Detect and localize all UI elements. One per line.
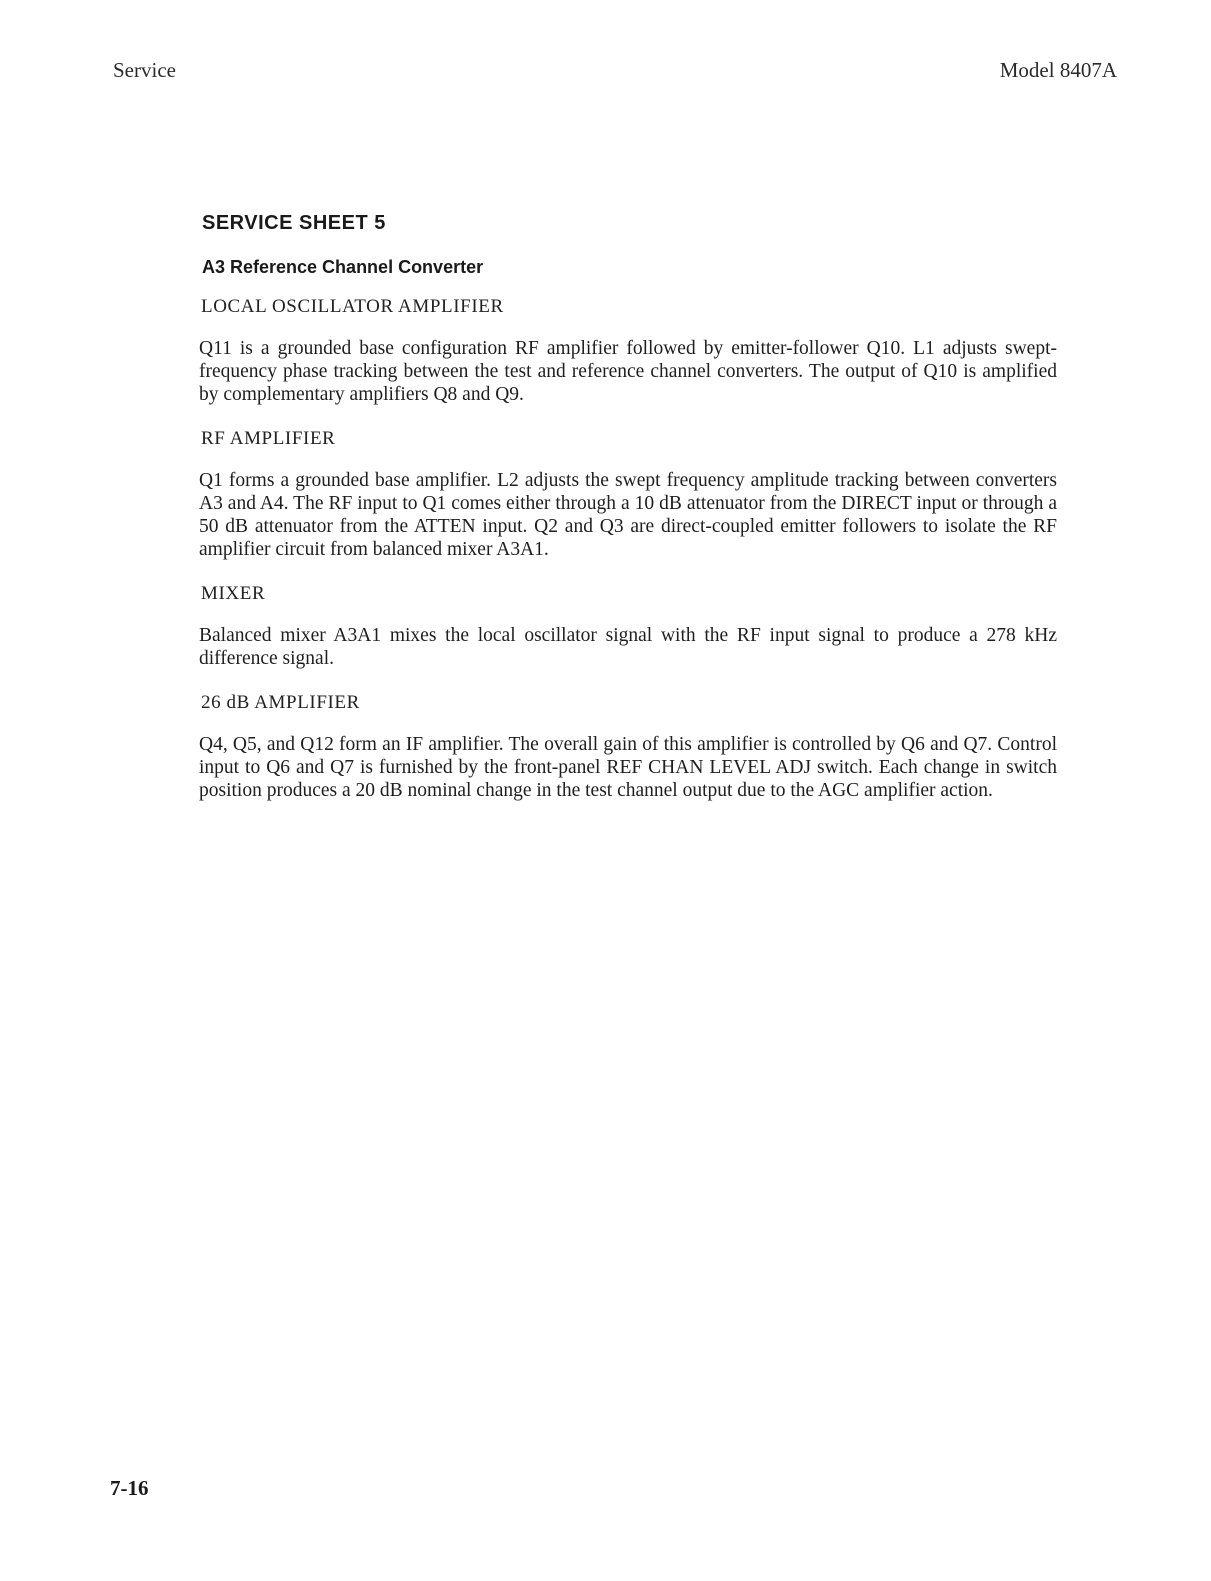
section-paragraph: Q1 forms a grounded base amplifier. L2 adjusts the swept frequency amplitude tracking between converters A3 and A4. The RF input to Q1 comes either through a 10 dB attenuator from the DIRECT input or through a 50 dB attenuator from the ATTEN input. Q2 and Q3 are direct-coupled emitter followers to isolate the RF amplifier circuit from balanced mixer A3A1. bbox=[199, 470, 1057, 560]
section-paragraph: Q4, Q5, and Q12 form an IF amplifier. The overall gain of this amplifier is controlled by Q6 and Q7. Control input to Q6 and Q7 is furnished by the front-panel REF CHAN LEVEL ADJ switch. Each change in switch position produces a 20 dB nominal change in the test channel output due to the AGC amplifier action. bbox=[199, 734, 1057, 801]
section-heading: 26 dB AMPLIFIER bbox=[201, 692, 360, 713]
section-rf-amplifier bbox=[197, 428, 1057, 561]
section-heading: MIXER bbox=[201, 583, 266, 604]
section-mixer bbox=[197, 583, 1057, 670]
sheet-title: SERVICE SHEET 5 bbox=[202, 212, 386, 234]
page-content bbox=[197, 212, 1057, 824]
section-26db-amplifier bbox=[197, 692, 1057, 802]
section-local-oscillator-amplifier bbox=[197, 296, 1057, 406]
running-head-left: Service bbox=[113, 58, 176, 82]
page-number: 7-16 bbox=[110, 1476, 149, 1500]
section-paragraph: Balanced mixer A3A1 mixes the local oscillator signal with the RF input signal to produce a 278 kHz difference signal. bbox=[199, 625, 1057, 669]
sheet-subtitle: A3 Reference Channel Converter bbox=[202, 257, 484, 277]
section-paragraph: Q11 is a grounded base configuration RF amplifier followed by emitter-follower Q10. L1 adjusts swept-frequency phase tracking between the test and reference channel converters. The output of Q10 is amplified by complementary amplifiers Q8 and Q9. bbox=[199, 338, 1057, 405]
section-heading: RF AMPLIFIER bbox=[201, 428, 336, 449]
section-heading: LOCAL OSCILLATOR AMPLIFIER bbox=[201, 296, 504, 317]
running-head-right: Model 8407A bbox=[999, 58, 1117, 82]
